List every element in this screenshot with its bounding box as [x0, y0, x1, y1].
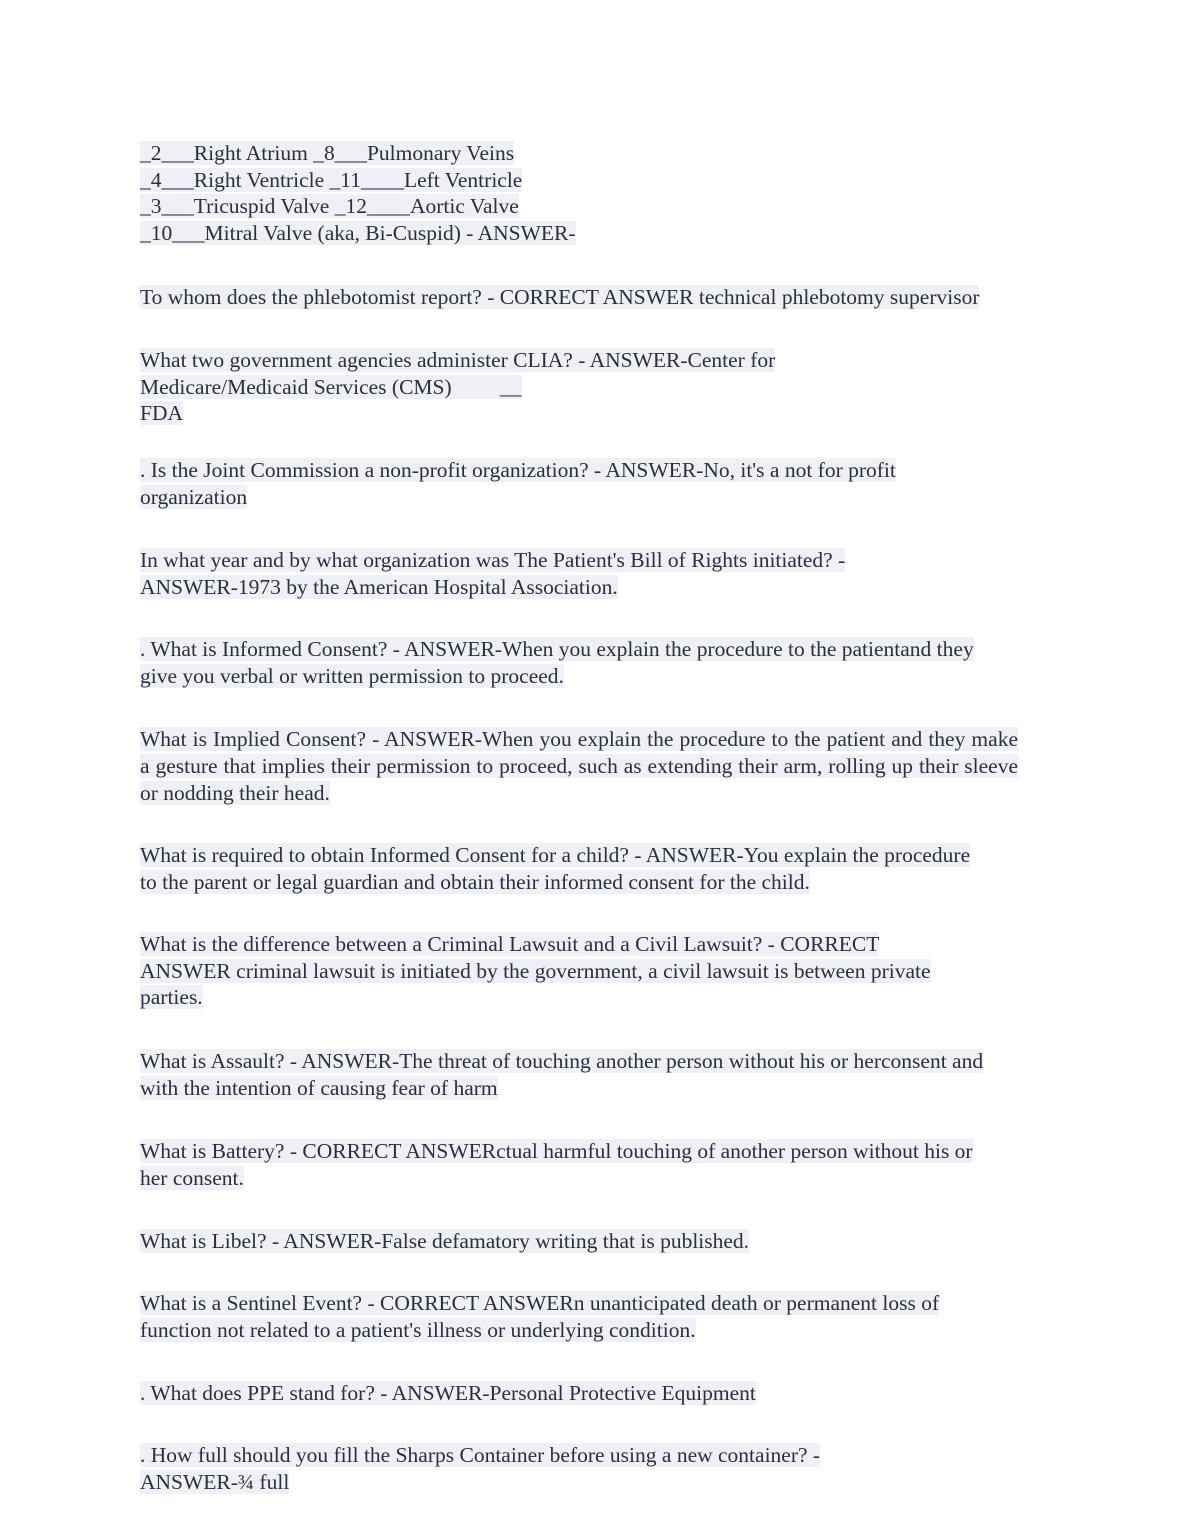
qa-text: Medicare/Medicaid Services (CMS) __: [140, 374, 522, 399]
qa-text: give you verbal or written permission to proceed.: [140, 663, 564, 688]
qa-text: . What does PPE stand for? - ANSWER-Personal Protective Equipment: [140, 1381, 756, 1405]
qa-item-clia-agencies: [140, 347, 775, 427]
qa-item-ppe: [140, 1380, 756, 1407]
qa-item-phlebotomist-report: [140, 284, 979, 311]
qa-text: In what year and by what organization was The Patient's Bill of Rights initiated? -: [140, 548, 846, 572]
qa-text: to the parent or legal guardian and obtain their informed consent for the child.: [140, 869, 810, 894]
qa-text: . What is Informed Consent? - ANSWER-When you explain the procedure to the patientand they: [140, 637, 974, 661]
qa-text: . Is the Joint Commission a non-profit organization? - ANSWER-No, it's a not for profit: [140, 458, 896, 482]
qa-item-consent-child: [140, 842, 970, 895]
qa-text: FDA: [140, 401, 184, 426]
qa-item-patients-bill-of-rights: [140, 547, 845, 600]
qa-text: What is Battery? - CORRECT ANSWERctual harmful touching of another person without his or: [140, 1139, 973, 1163]
qa-item-sentinel-event: [140, 1290, 939, 1343]
qa-item-sharps-container: [140, 1442, 820, 1495]
heart-key-row-3: _3___Tricuspid Valve _12____Aortic Valve: [140, 194, 519, 219]
qa-text: What is the difference between a Criminal Lawsuit and a Civil Lawsuit? - CORRECT: [140, 932, 880, 956]
qa-text: organization: [140, 484, 248, 509]
heart-key-row-1: _2___Right Atrium _8___Pulmonary Veins: [140, 141, 515, 165]
qa-item-assault: [140, 1048, 983, 1101]
qa-item-informed-consent: [140, 636, 974, 689]
qa-text: What is Assault? - ANSWER-The threat of touching another person without his or herconsent and: [140, 1049, 984, 1073]
qa-text: To whom does the phlebotomist report? - CORRECT ANSWER technical phlebotomy supervisor: [140, 285, 980, 309]
qa-text: ANSWER-1973 by the American Hospital Association.: [140, 574, 618, 599]
heart-diagram-key: [140, 140, 576, 246]
heart-key-row-2: _4___Right Ventricle _11____Left Ventricle: [140, 167, 523, 192]
qa-text: with the intention of causing fear of harm: [140, 1075, 498, 1100]
qa-text: ANSWER-¾ full: [140, 1469, 290, 1494]
qa-text: What is a Sentinel Event? - CORRECT ANSWERn unanticipated death or permanent loss of: [140, 1291, 940, 1315]
qa-item-libel: [140, 1228, 749, 1255]
qa-item-implied-consent: [140, 726, 1018, 806]
qa-item-joint-commission: [140, 457, 896, 510]
qa-item-criminal-vs-civil: [140, 931, 931, 1011]
qa-text: her consent.: [140, 1165, 244, 1190]
qa-text: ANSWER criminal lawsuit is initiated by the government, a civil lawsuit is between private: [140, 958, 931, 983]
qa-text: What two government agencies administer CLIA? - ANSWER-Center for: [140, 348, 776, 372]
qa-text: What is Libel? - ANSWER-False defamatory writing that is published.: [140, 1229, 750, 1253]
qa-text: parties.: [140, 985, 203, 1010]
qa-text: What is required to obtain Informed Consent for a child? - ANSWER-You explain the procedure: [140, 843, 971, 867]
heart-key-row-4: _10___Mitral Valve (aka, Bi-Cuspid) - ANSWER-: [140, 220, 576, 245]
qa-item-battery: [140, 1138, 973, 1191]
qa-text: . How full should you fill the Sharps Container before using a new container? -: [140, 1443, 821, 1467]
qa-text: function not related to a patient's illness or underlying condition.: [140, 1317, 696, 1342]
qa-text: What is Implied Consent? - ANSWER-When you explain the procedure to the patient and they make a gesture that implies their permission to proceed, such as extending their arm, rolling up their sleeve or nodding their head.: [140, 727, 1018, 805]
